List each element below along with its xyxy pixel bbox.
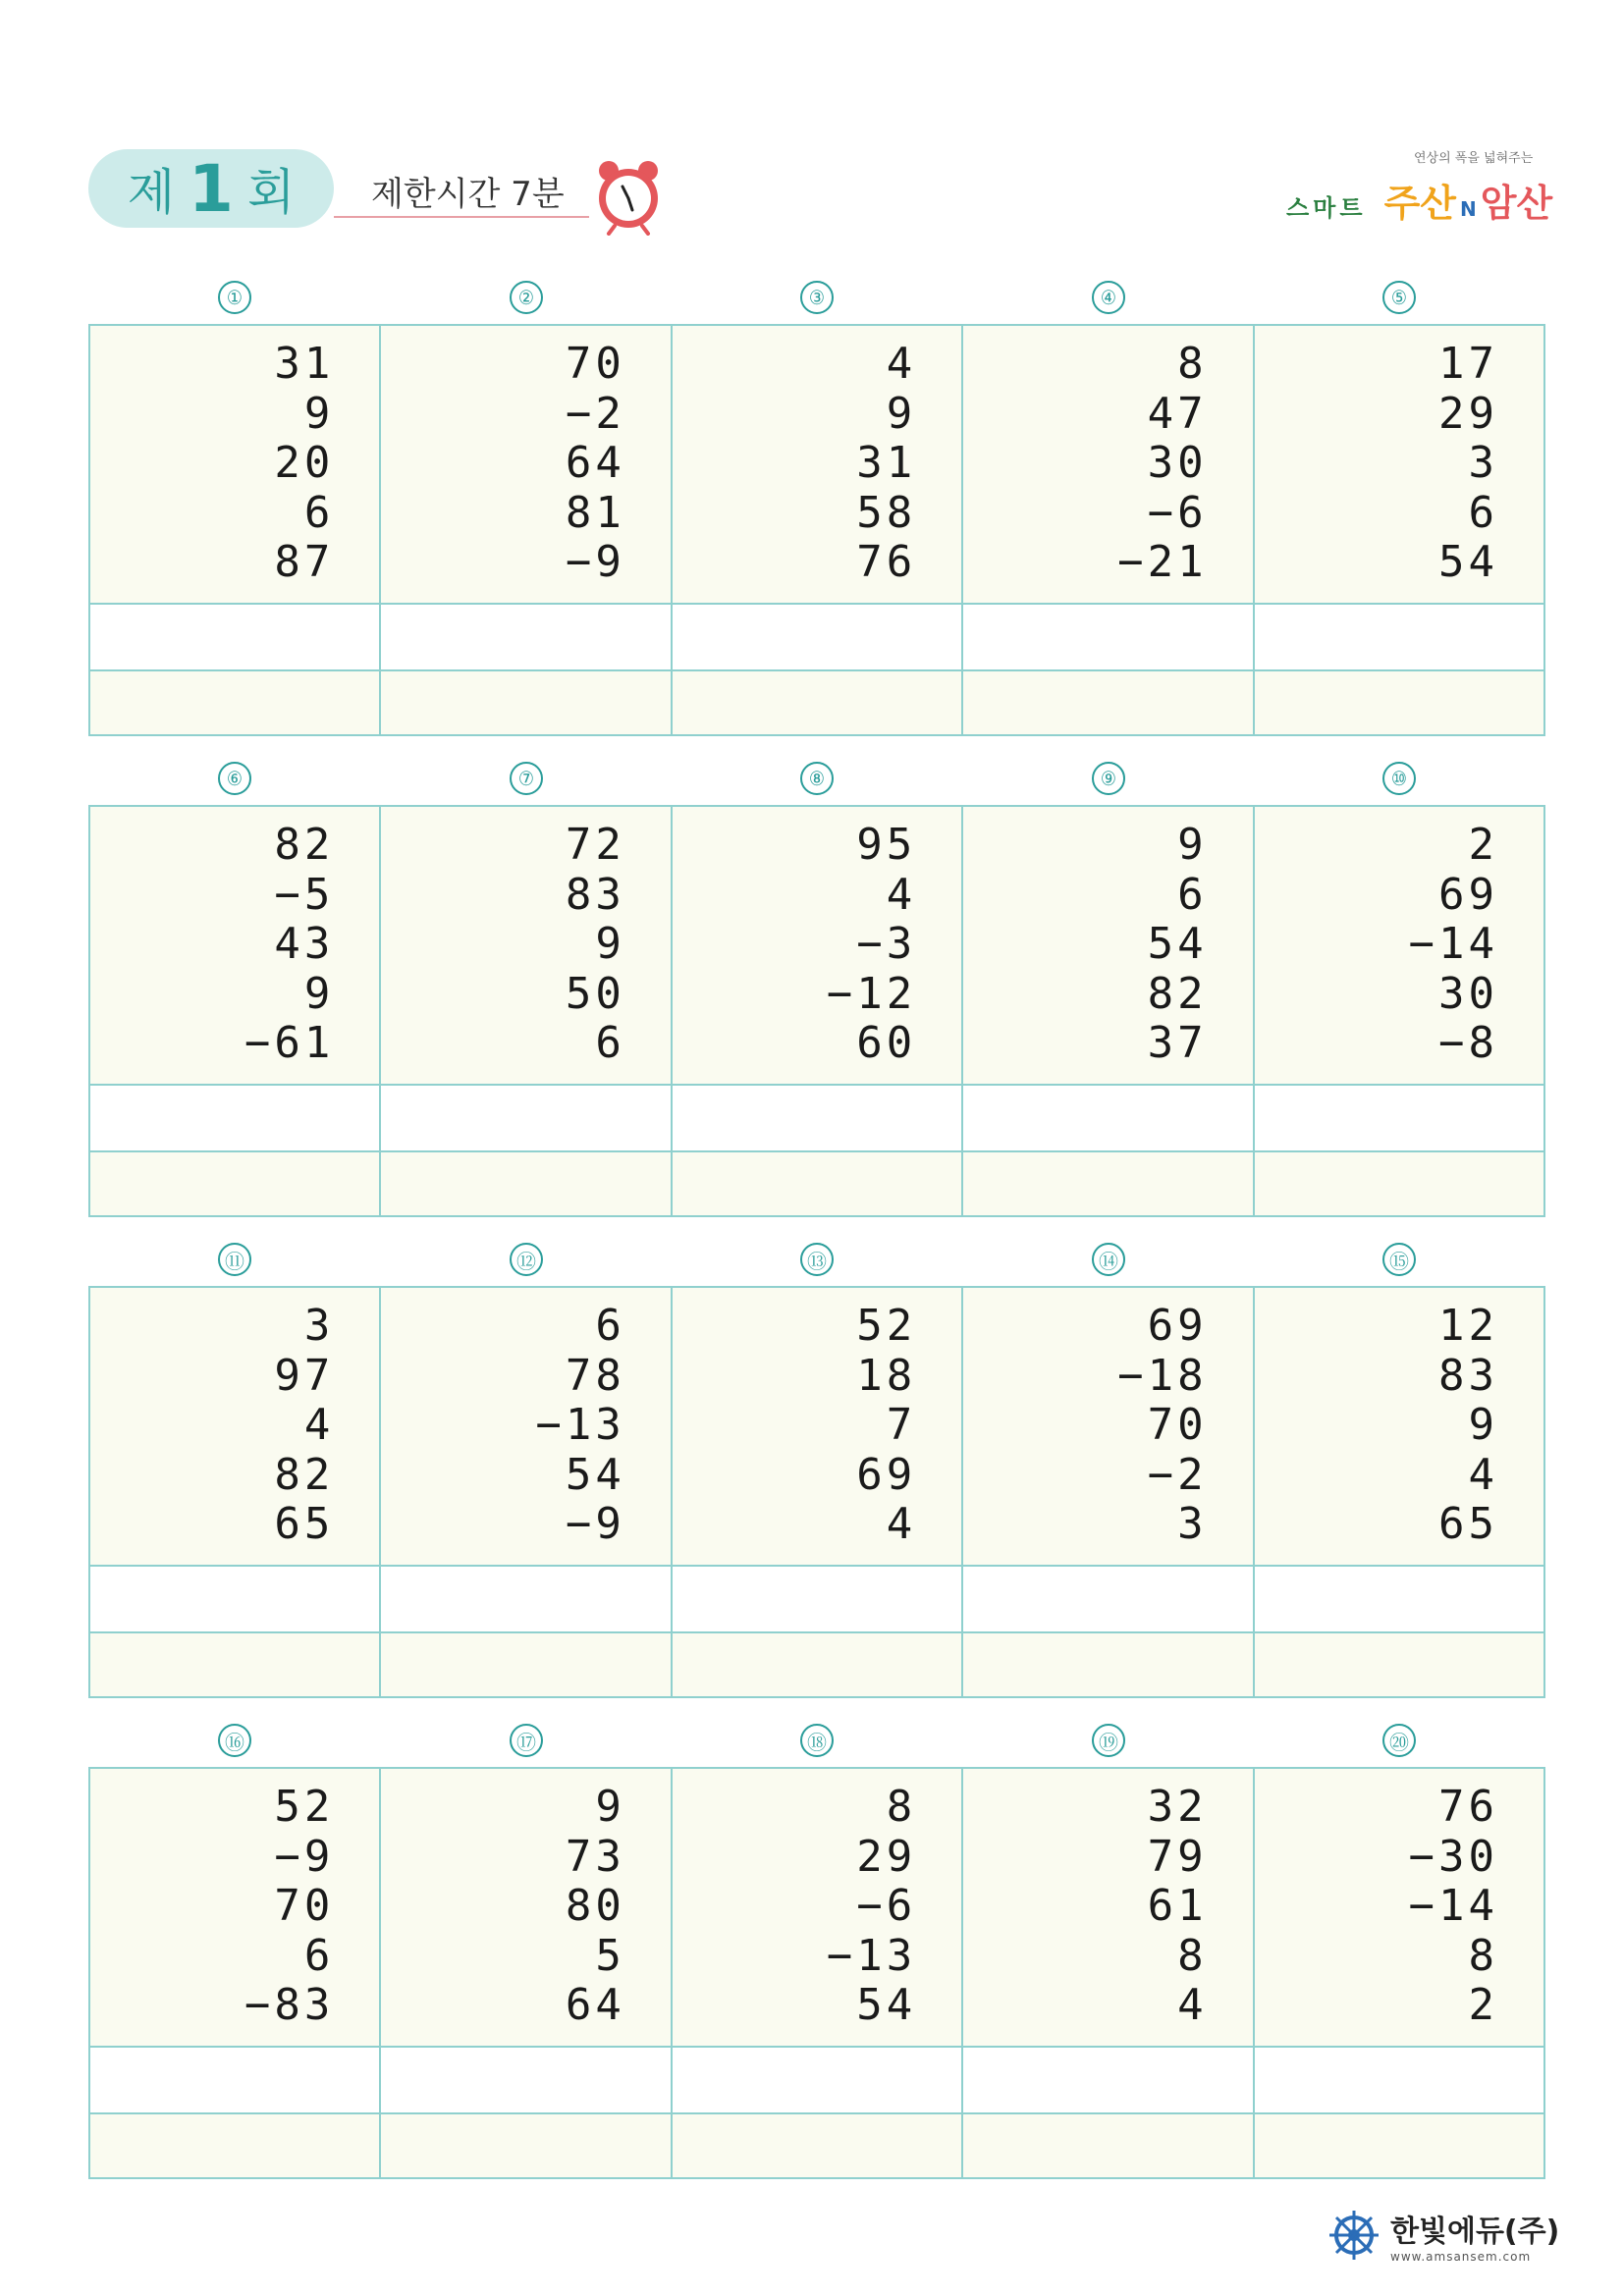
problem-numbers — [673, 1769, 961, 2048]
brand-logo — [1286, 173, 1552, 227]
addend: 20 — [274, 438, 335, 488]
addend: 29 — [856, 1831, 917, 1882]
question-number: ⑦ — [510, 762, 543, 795]
question-number: ⑩ — [1382, 762, 1416, 795]
answer-box[interactable] — [1255, 605, 1543, 671]
problem-column — [1255, 807, 1543, 1215]
answer-box[interactable] — [963, 2114, 1252, 2177]
answer-box[interactable] — [381, 671, 670, 734]
addend: 70 — [274, 1881, 335, 1931]
answer-box[interactable] — [381, 1633, 670, 1696]
problem-numbers — [90, 1769, 379, 2048]
addend: 64 — [565, 1980, 625, 2030]
publisher-url: www.amsansem.com — [1390, 2250, 1532, 2264]
answer-box[interactable] — [1255, 1086, 1543, 1152]
addend: 4 — [1177, 1980, 1208, 2030]
publisher-text — [1390, 2207, 1559, 2264]
answer-box[interactable] — [673, 1633, 961, 1696]
brand-tagline: 연상의 폭을 넓혀주는 — [1414, 151, 1534, 166]
answer-box[interactable] — [1255, 2048, 1543, 2114]
answer-box[interactable] — [963, 2048, 1252, 2114]
question-number: ⑤ — [1382, 281, 1416, 314]
addend: 9 — [1468, 1400, 1499, 1450]
question-number: ① — [218, 281, 251, 314]
question-number: ⑫ — [510, 1243, 543, 1276]
addend: −2 — [1147, 1449, 1208, 1500]
addend: −21 — [1117, 537, 1208, 587]
addend: 54 — [1147, 919, 1208, 969]
question-number: ⑳ — [1382, 1724, 1416, 1757]
addend: 31 — [274, 339, 335, 389]
round-word-left: 제 — [127, 164, 176, 221]
problem-numbers — [1255, 1769, 1543, 2048]
addend: 70 — [1147, 1400, 1208, 1450]
answer-box[interactable] — [90, 1086, 379, 1152]
answer-box[interactable] — [1255, 1633, 1543, 1696]
problem-numbers — [381, 326, 670, 605]
addend: 6 — [303, 487, 335, 538]
problem-numbers — [963, 807, 1252, 1086]
addend: −13 — [535, 1400, 625, 1450]
addend: −3 — [856, 919, 917, 969]
addend: 61 — [1147, 1881, 1208, 1931]
problem-numbers — [90, 807, 379, 1086]
addend: 80 — [565, 1881, 625, 1931]
problem-column — [90, 326, 381, 734]
problem-numbers — [963, 1769, 1252, 2048]
addend: 6 — [595, 1301, 625, 1351]
question-number: ⑧ — [800, 762, 834, 795]
problem-column — [1255, 1769, 1543, 2177]
problem-numbers — [673, 1288, 961, 1567]
addend: 9 — [303, 968, 335, 1019]
addend: 64 — [565, 438, 625, 488]
problem-numbers — [90, 326, 379, 605]
problem-column — [673, 326, 963, 734]
problem-numbers — [1255, 1288, 1543, 1567]
brand-smart: 스마트 — [1286, 194, 1367, 222]
problem-numbers — [1255, 326, 1543, 605]
addend: 6 — [1468, 487, 1499, 538]
answer-box[interactable] — [1255, 2114, 1543, 2177]
answer-box[interactable] — [381, 2048, 670, 2114]
problem-column — [673, 807, 963, 1215]
brand-n: N — [1459, 197, 1477, 221]
addend: 52 — [856, 1301, 917, 1351]
problem-numbers — [673, 326, 961, 605]
addend: 72 — [565, 820, 625, 870]
addend: 58 — [856, 487, 917, 538]
addend: 83 — [1438, 1350, 1499, 1401]
publisher-emblem-icon — [1327, 2209, 1380, 2262]
problem-grid — [88, 1286, 1545, 1698]
answer-box[interactable] — [673, 671, 961, 734]
addend: −30 — [1408, 1831, 1499, 1882]
addend: −9 — [565, 1499, 625, 1549]
addend: 7 — [886, 1400, 917, 1450]
answer-box[interactable] — [90, 2048, 379, 2114]
answer-box[interactable] — [963, 671, 1252, 734]
problem-column — [1255, 1288, 1543, 1696]
addend: 8 — [1177, 1930, 1208, 1981]
answer-box[interactable] — [963, 1633, 1252, 1696]
answer-box[interactable] — [381, 605, 670, 671]
problem-grid — [88, 805, 1545, 1217]
addend: 8 — [886, 1782, 917, 1832]
answer-box[interactable] — [1255, 671, 1543, 734]
addend: 60 — [856, 1018, 917, 1068]
answer-box[interactable] — [673, 1567, 961, 1633]
addend: 50 — [565, 968, 625, 1019]
round-number: 1 — [189, 150, 234, 227]
addend: −14 — [1408, 919, 1499, 969]
addend: 52 — [274, 1782, 335, 1832]
answer-box[interactable] — [673, 2048, 961, 2114]
addend: 82 — [274, 820, 335, 870]
problem-grid — [88, 1767, 1545, 2179]
addend: 76 — [1438, 1782, 1499, 1832]
addend: 8 — [1468, 1930, 1499, 1981]
addend: −14 — [1408, 1881, 1499, 1931]
question-number: ③ — [800, 281, 834, 314]
addend: 29 — [1438, 388, 1499, 439]
answer-box[interactable] — [90, 1567, 379, 1633]
question-number: ⑬ — [800, 1243, 834, 1276]
answer-box[interactable] — [90, 1152, 379, 1215]
answer-box[interactable] — [381, 2114, 670, 2177]
addend: 9 — [595, 919, 625, 969]
addend: 3 — [1177, 1499, 1208, 1549]
answer-box[interactable] — [1255, 1152, 1543, 1215]
publisher-name: 한빛에듀(주) — [1390, 2215, 1560, 2249]
addend: 69 — [1438, 869, 1499, 920]
addend: 54 — [1438, 537, 1499, 587]
addend: 87 — [274, 537, 335, 587]
problem-numbers — [90, 1288, 379, 1567]
question-number: ④ — [1092, 281, 1125, 314]
addend: −9 — [565, 537, 625, 587]
addend: 70 — [565, 339, 625, 389]
publisher-logo — [1327, 2207, 1559, 2264]
round-word-right: 회 — [246, 164, 296, 221]
problem-grid — [88, 324, 1545, 736]
addend: −8 — [1438, 1018, 1499, 1068]
problem-column — [673, 1769, 963, 2177]
addend: 9 — [595, 1782, 625, 1832]
answer-box[interactable] — [90, 605, 379, 671]
problem-column — [381, 1288, 672, 1696]
answer-box[interactable] — [673, 1152, 961, 1215]
addend: 17 — [1438, 339, 1499, 389]
addend: 3 — [1468, 438, 1499, 488]
addend: 8 — [1177, 339, 1208, 389]
addend: 4 — [886, 869, 917, 920]
addend: 3 — [303, 1301, 335, 1351]
time-limit-underline — [334, 216, 589, 218]
answer-box[interactable] — [673, 605, 961, 671]
problem-column — [381, 807, 672, 1215]
addend: 78 — [565, 1350, 625, 1401]
addend: 12 — [1438, 1301, 1499, 1351]
time-limit-label: 제한시간 7분 — [371, 175, 565, 214]
problem-numbers — [381, 1288, 670, 1567]
answer-box[interactable] — [1255, 1567, 1543, 1633]
answer-box[interactable] — [381, 1086, 670, 1152]
answer-box[interactable] — [90, 1633, 379, 1696]
addend: 83 — [565, 869, 625, 920]
problem-numbers — [381, 807, 670, 1086]
problem-numbers — [381, 1769, 670, 2048]
question-number: ⑮ — [1382, 1243, 1416, 1276]
answer-box[interactable] — [90, 2114, 379, 2177]
round-badge — [88, 149, 334, 228]
addend: 5 — [595, 1930, 625, 1981]
problem-column — [1255, 326, 1543, 734]
question-number: ⑥ — [218, 762, 251, 795]
brand-jusan: 주산 — [1383, 182, 1456, 225]
addend: 4 — [1468, 1449, 1499, 1500]
addend: 30 — [1147, 438, 1208, 488]
addend: 54 — [565, 1449, 625, 1500]
addend: 18 — [856, 1350, 917, 1401]
answer-box[interactable] — [381, 1152, 670, 1215]
addend: 4 — [886, 339, 917, 389]
addend: 69 — [856, 1449, 917, 1500]
addend: 76 — [856, 537, 917, 587]
addend: 97 — [274, 1350, 335, 1401]
addend: 31 — [856, 438, 917, 488]
problem-column — [381, 326, 672, 734]
answer-box[interactable] — [673, 2114, 961, 2177]
question-number: ⑨ — [1092, 762, 1125, 795]
problem-column — [90, 807, 381, 1215]
question-number: ⑭ — [1092, 1243, 1125, 1276]
question-number: ⑪ — [218, 1243, 251, 1276]
answer-box[interactable] — [963, 605, 1252, 671]
problem-numbers — [1255, 807, 1543, 1086]
addend: 4 — [303, 1400, 335, 1450]
addend: 54 — [856, 1980, 917, 2030]
addend: 65 — [1438, 1499, 1499, 1549]
problem-column — [90, 1769, 381, 2177]
addend: 79 — [1147, 1831, 1208, 1882]
addend: −12 — [826, 968, 917, 1019]
addend: −18 — [1117, 1350, 1208, 1401]
addend: 65 — [274, 1499, 335, 1549]
addend: 6 — [303, 1930, 335, 1981]
addend: −6 — [856, 1881, 917, 1931]
addend: −13 — [826, 1930, 917, 1981]
problem-numbers — [963, 326, 1252, 605]
answer-box[interactable] — [963, 1086, 1252, 1152]
addend: 9 — [886, 388, 917, 439]
problem-column — [963, 1288, 1254, 1696]
addend: 69 — [1147, 1301, 1208, 1351]
question-number-row — [88, 1724, 1545, 1763]
question-number: ② — [510, 281, 543, 314]
problem-column — [963, 1769, 1254, 2177]
addend: 2 — [1468, 1980, 1499, 2030]
addend: −9 — [274, 1831, 335, 1882]
addend: 32 — [1147, 1782, 1208, 1832]
addend: 81 — [565, 487, 625, 538]
page-header — [0, 0, 1624, 255]
problem-column — [673, 1288, 963, 1696]
addend: 2 — [1468, 820, 1499, 870]
addend: 4 — [886, 1499, 917, 1549]
question-number-row — [88, 1243, 1545, 1282]
addend: 37 — [1147, 1018, 1208, 1068]
addend: 30 — [1438, 968, 1499, 1019]
addend: 43 — [274, 919, 335, 969]
answer-box[interactable] — [381, 1567, 670, 1633]
addend: 73 — [565, 1831, 625, 1882]
addend: 82 — [1147, 968, 1208, 1019]
addend: 47 — [1147, 388, 1208, 439]
addend: 6 — [595, 1018, 625, 1068]
alarm-clock-icon — [589, 155, 668, 236]
problem-numbers — [673, 807, 961, 1086]
question-number: ⑲ — [1092, 1724, 1125, 1757]
addend: 95 — [856, 820, 917, 870]
addend: 6 — [1177, 869, 1208, 920]
question-number: ⑯ — [218, 1724, 251, 1757]
addend: −2 — [565, 388, 625, 439]
addend: 9 — [1177, 820, 1208, 870]
question-number: ⑱ — [800, 1724, 834, 1757]
addend: 82 — [274, 1449, 335, 1500]
answer-box[interactable] — [963, 1152, 1252, 1215]
addend: −6 — [1147, 487, 1208, 538]
answer-box[interactable] — [673, 1086, 961, 1152]
problem-column — [963, 326, 1254, 734]
question-number: ⑰ — [510, 1724, 543, 1757]
problem-column — [963, 807, 1254, 1215]
problem-numbers — [963, 1288, 1252, 1567]
addend: −83 — [244, 1980, 335, 2030]
addend: 9 — [303, 388, 335, 439]
answer-box[interactable] — [90, 671, 379, 734]
addend: −5 — [274, 869, 335, 920]
problem-column — [90, 1288, 381, 1696]
question-number-row — [88, 762, 1545, 801]
question-number-row — [88, 281, 1545, 320]
answer-box[interactable] — [963, 1567, 1252, 1633]
problem-column — [381, 1769, 672, 2177]
addend: −61 — [244, 1018, 335, 1068]
brand-amsan: 암산 — [1480, 182, 1553, 225]
